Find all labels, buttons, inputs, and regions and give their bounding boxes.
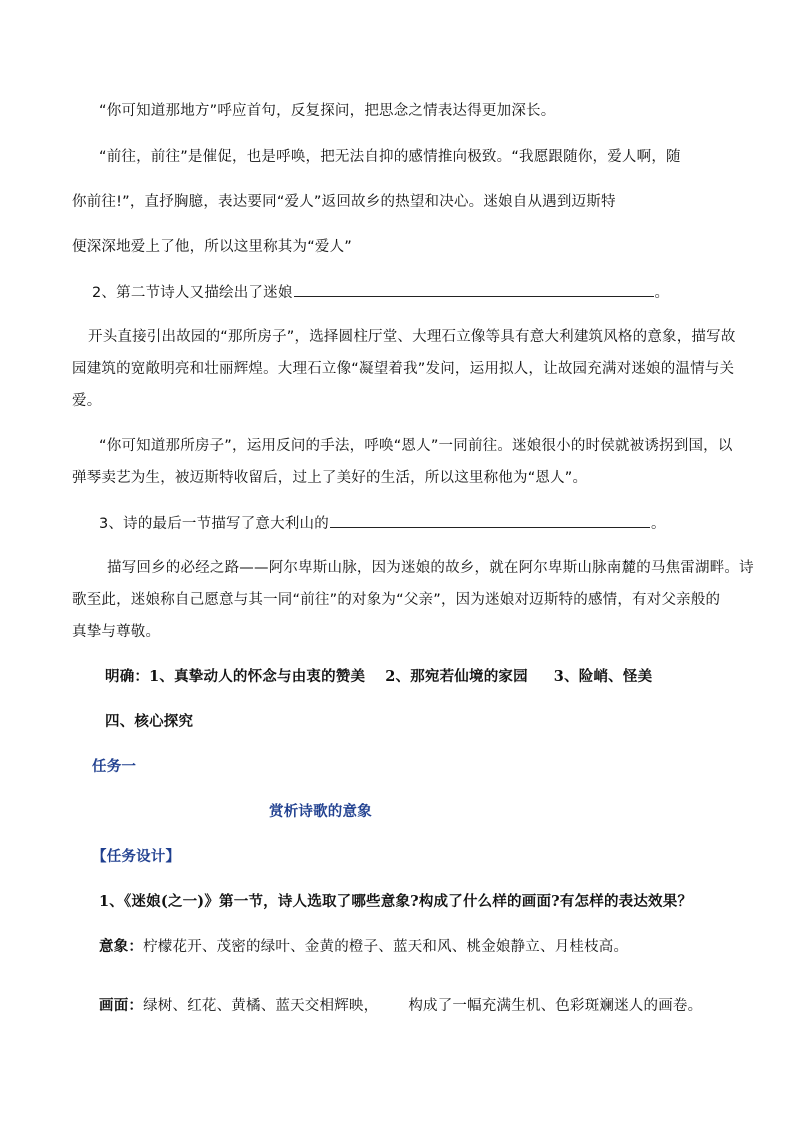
paragraph-line: 开头直接引出故园的“那所房子”，选择圆柱厅堂、大理石立像等具有意大利建筑风格的意象，描写故	[88, 329, 736, 345]
imagery-line	[99, 937, 628, 957]
paragraph-line: “你可知道那地方”呼应首句，反复探问，把思念之情表达得更加深长。	[99, 103, 556, 119]
answer-item-3: 3、险峭、怪美	[553, 668, 653, 685]
picture-label: 画面：	[99, 998, 144, 1014]
paragraph-line: 真挚与尊敬。	[72, 624, 161, 640]
picture-line	[99, 996, 702, 1016]
paragraph-line: 爱。	[72, 393, 102, 409]
question-1: 1、《迷娘(之一)》第一节，诗人选取了哪些意象?构成了什么样的画面?有怎样的表达效果？	[99, 893, 693, 910]
question-3-text: 3、诗的最后一节描写了意大利山的	[99, 516, 329, 532]
paragraph-line: 弹琴卖艺为生，被迈斯特收留后，过上了美好的生活，所以这里称他为“恩人”。	[72, 470, 588, 486]
paragraph-line: “前往，前往”是催促，也是呼唤，把无法自抑的感情推向极致。“我愿跟随你，爱人啊，随	[99, 149, 681, 165]
task-design-label: 【任务设计】	[92, 849, 181, 865]
answer-label: 明确：	[105, 668, 150, 685]
paragraph-line: 便深深地爱上了他，所以这里称其为“爱人”	[72, 239, 353, 255]
task-heading: 任务一	[92, 759, 137, 775]
imagery-label: 意象：	[99, 939, 144, 955]
paragraph-line: 歌至此，迷娘称自己愿意与其一同“前往”的对象为“父亲”，因为迷娘对迈斯特的感情，有对父亲般的	[72, 592, 721, 608]
answer-blank[interactable]	[294, 282, 654, 297]
picture-text-a: 绿树、红花、黄橘、蓝天交相辉映，	[143, 998, 379, 1014]
answer-blank[interactable]	[330, 513, 650, 528]
paragraph-line: 你前往!”，直抒胸臆，表达要同“爱人”返回故乡的热望和决心。迷娘自从遇到迈斯特	[72, 194, 616, 210]
answer-item-2: 2、那宛若仙境的家园	[385, 668, 528, 685]
answer-summary	[105, 667, 652, 687]
question-3-end: 。	[650, 516, 666, 532]
section-heading: 四、核心探究	[105, 713, 194, 730]
picture-text-b: 构成了一幅充满生机、色彩斑斓迷人的画卷。	[408, 998, 703, 1014]
imagery-text: 柠檬花开、茂密的绿叶、金黄的橙子、蓝天和风、桃金娘静立、月桂枝高。	[143, 939, 629, 955]
question-2	[92, 282, 669, 303]
question-3	[99, 513, 666, 534]
paragraph-line: “你可知道那所房子”，运用反问的手法，呼唤“恩人”一同前往。迷娘很小的时侯就被诱拐到国，以	[99, 438, 733, 454]
task-title: 赏析诗歌的意象	[269, 804, 372, 820]
answer-item-1: 1、真挚动人的怀念与由衷的赞美	[149, 668, 366, 685]
paragraph-line: 描写回乡的必经之路——阿尔卑斯山脉，因为迷娘的故乡，就在阿尔卑斯山脉南麓的马焦雷湖畔。诗	[107, 560, 754, 576]
paragraph-line: 园建筑的宽敞明亮和壮丽辉煌。大理石立像“凝望着我”发问，运用拟人，让故园充满对迷娘的温情与关	[72, 361, 735, 377]
question-2-text: 2、第二节诗人又描绘出了迷娘	[92, 285, 293, 301]
question-2-end: 。	[654, 285, 670, 301]
